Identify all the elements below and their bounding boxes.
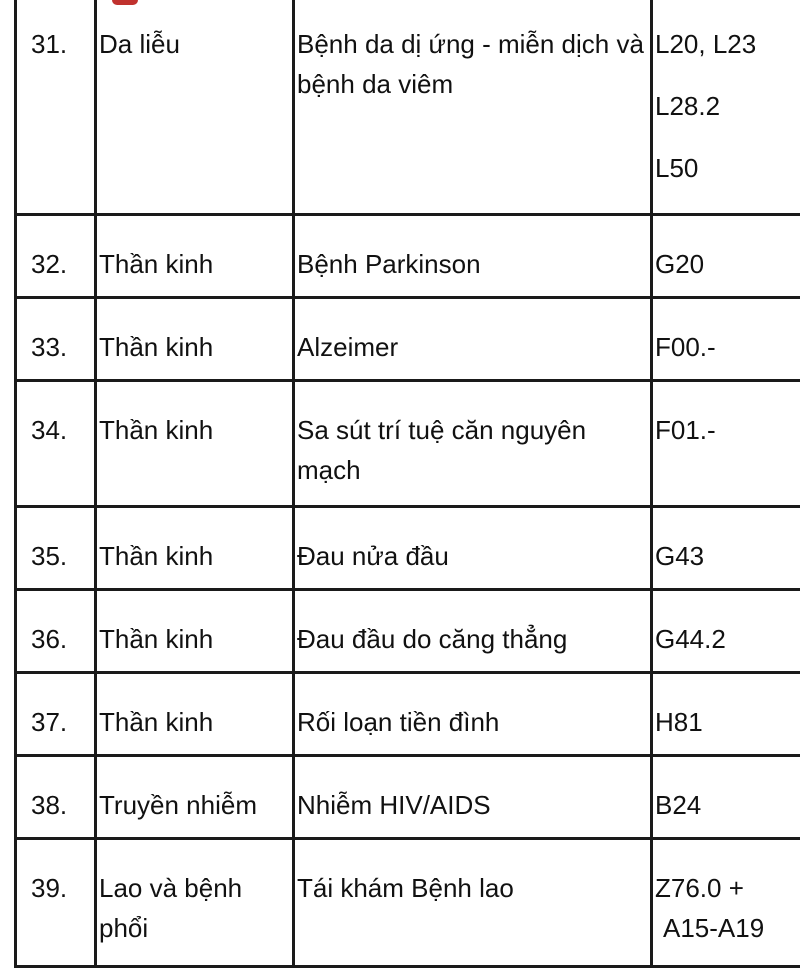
icd-code: B24 <box>655 785 800 825</box>
specialty-cell: Thần kinh <box>96 589 294 672</box>
table-row <box>16 838 800 966</box>
disease-cell: Alzeimer <box>294 297 652 380</box>
code-cell <box>652 755 800 838</box>
code-cell <box>652 297 800 380</box>
icd-code: G44.2 <box>655 619 800 659</box>
code-cell <box>652 672 800 755</box>
disease-code-table <box>14 0 800 968</box>
row-number: 32. <box>16 214 96 297</box>
disease-cell: Sa sút trí tuệ căn nguyên mạch <box>294 380 652 506</box>
code-cell <box>652 0 800 214</box>
table-row <box>16 0 800 214</box>
specialty-cell: Da liễu <box>96 0 294 214</box>
specialty-cell: Thần kinh <box>96 297 294 380</box>
disease-cell: Rối loạn tiền đình <box>294 672 652 755</box>
table-row <box>16 506 800 589</box>
code-cell <box>652 506 800 589</box>
table-row <box>16 380 800 506</box>
specialty-cell: Thần kinh <box>96 506 294 589</box>
icd-code: G20 <box>655 244 800 284</box>
code-cell <box>652 214 800 297</box>
icd-code: L28.2 <box>655 86 800 126</box>
code-cell <box>652 380 800 506</box>
icd-code: F00.- <box>655 327 800 367</box>
row-number: 35. <box>16 506 96 589</box>
row-number: 31. <box>16 0 96 214</box>
specialty-cell: Lao và bệnh phổi <box>96 838 294 966</box>
disease-cell: Đau nửa đầu <box>294 506 652 589</box>
code-cell <box>652 838 800 966</box>
icd-code: L50 <box>655 148 800 188</box>
table-row <box>16 214 800 297</box>
disease-cell: Bệnh Parkinson <box>294 214 652 297</box>
disease-cell: Bệnh da dị ứng - miễn dịch và bệnh da viêm <box>294 0 652 214</box>
icd-code: L20, L23 <box>655 24 800 64</box>
row-number: 39. <box>16 838 96 966</box>
row-number: 34. <box>16 380 96 506</box>
icd-code: A15-A19 <box>655 908 800 948</box>
specialty-cell: Thần kinh <box>96 380 294 506</box>
table-row <box>16 589 800 672</box>
table-row <box>16 672 800 755</box>
icd-code: F01.- <box>655 410 800 450</box>
icd-code: Z76.0 + <box>655 868 800 908</box>
table-row <box>16 755 800 838</box>
icd-code: G43 <box>655 536 800 576</box>
specialty-cell: Thần kinh <box>96 672 294 755</box>
row-number: 33. <box>16 297 96 380</box>
row-number: 38. <box>16 755 96 838</box>
disease-cell: Nhiễm HIV/AIDS <box>294 755 652 838</box>
row-number: 36. <box>16 589 96 672</box>
row-number: 37. <box>16 672 96 755</box>
disease-cell: Tái khám Bệnh lao <box>294 838 652 966</box>
specialty-cell: Thần kinh <box>96 214 294 297</box>
disease-cell: Đau đầu do căng thẳng <box>294 589 652 672</box>
table-row <box>16 297 800 380</box>
code-cell <box>652 589 800 672</box>
specialty-cell: Truyền nhiễm <box>96 755 294 838</box>
icd-code: H81 <box>655 702 800 742</box>
